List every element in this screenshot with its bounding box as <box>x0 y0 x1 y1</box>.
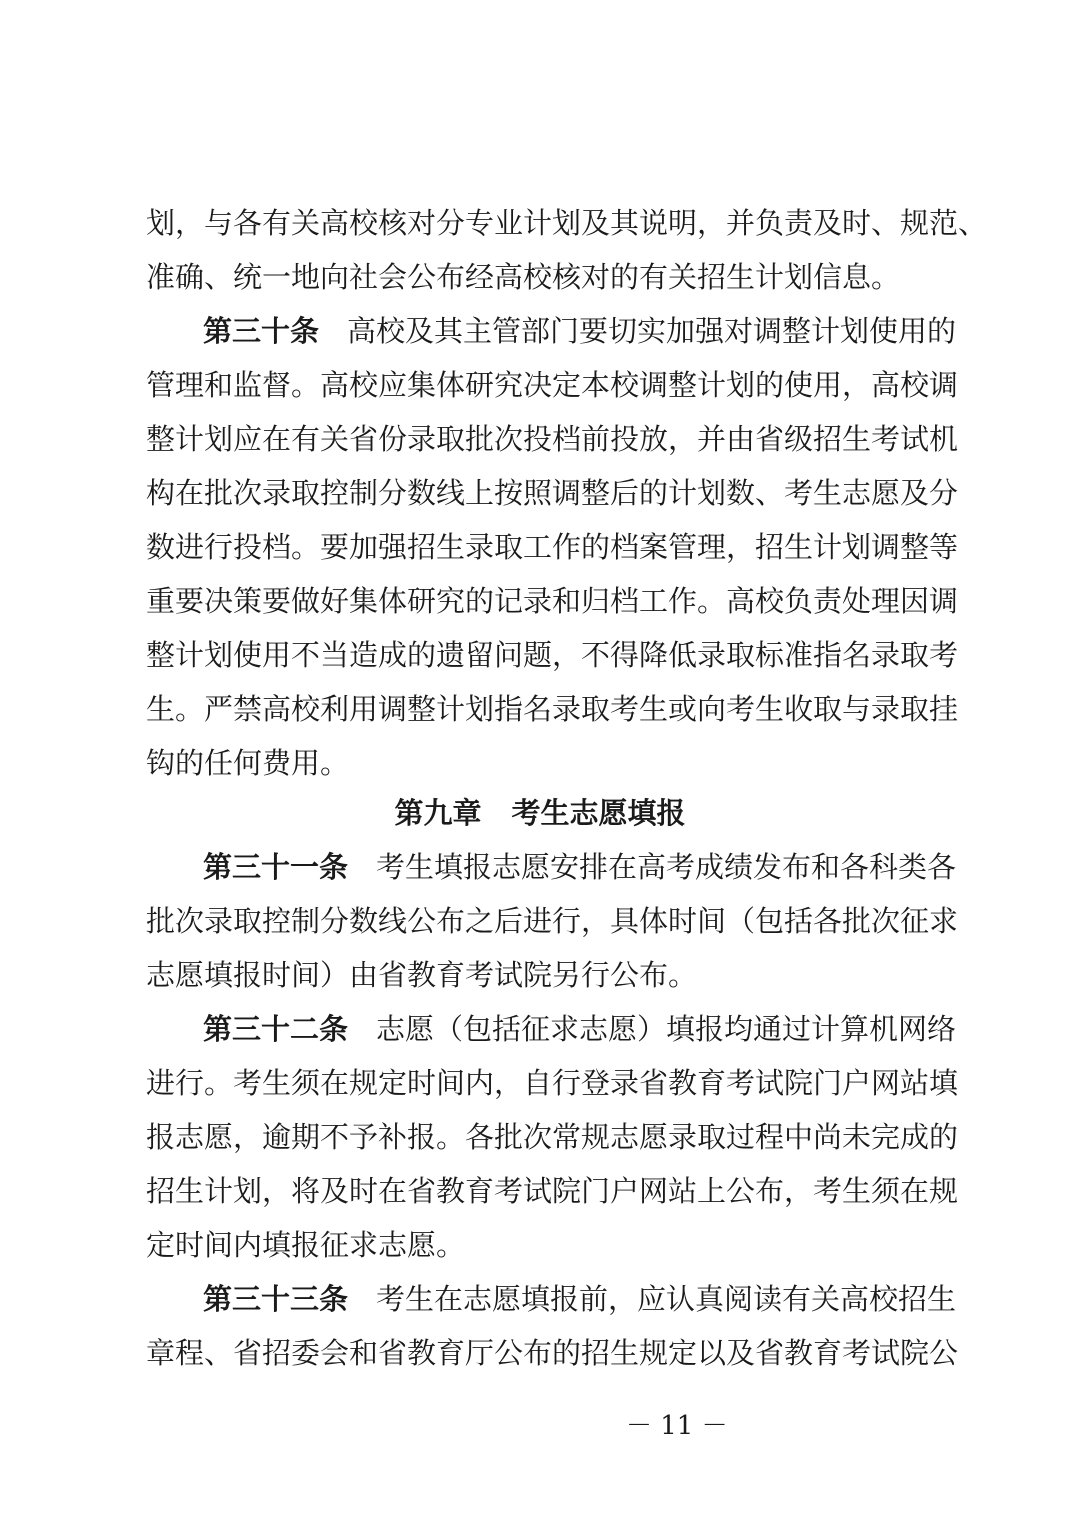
article-33-first-line <box>203 1272 957 1326</box>
body-line: 重要决策要做好集体研究的记录和归档工作。高校负责处理因调 <box>146 584 959 618</box>
body-line: 定时间内填报征求志愿。 <box>146 1228 466 1262</box>
body-line: 数进行投档。要加强招生录取工作的档案管理，招生计划调整等 <box>146 530 959 564</box>
body-line: 批次录取控制分数线公布之后进行，具体时间（包括各批次征求 <box>146 904 959 938</box>
article-label: 第三十条 <box>203 314 320 348</box>
body-line: 整计划应在有关省份录取批次投档前投放，并由省级招生考试机 <box>146 422 959 456</box>
article-label: 第三十三条 <box>203 1282 349 1316</box>
page-number: － 11 － <box>626 1411 728 1441</box>
body-line: 生。严禁高校利用调整计划指名录取考生或向考生收取与录取挂 <box>146 692 959 726</box>
article-32-first-line <box>203 1002 957 1056</box>
body-line: 整计划使用不当造成的遗留问题，不得降低录取标准指名录取考 <box>146 638 959 672</box>
article-31-first-line <box>203 840 957 894</box>
body-line: 章程、省招委会和省教育厅公布的招生规定以及省教育考试院公 <box>146 1336 959 1370</box>
article-text: 志愿（包括征求志愿）填报均通过计算机网络 <box>376 1012 957 1046</box>
body-line: 报志愿，逾期不予补报。各批次常规志愿录取过程中尚未完成的 <box>146 1120 959 1154</box>
article-text: 考生填报志愿安排在高考成绩发布和各科类各 <box>376 850 957 884</box>
article-label: 第三十一条 <box>203 850 349 884</box>
body-line: 准确、统一地向社会公布经高校核对的有关招生计划信息。 <box>146 260 901 294</box>
article-label: 第三十二条 <box>203 1012 349 1046</box>
article-text: 高校及其主管部门要切实加强对调整计划使用的 <box>347 314 957 348</box>
article-30-first-line <box>203 304 957 358</box>
chapter-number: 第九章 <box>394 796 482 830</box>
body-line: 划，与各有关高校核对分专业计划及其说明，并负责及时、规范、 <box>146 206 988 240</box>
body-line: 钩的任何费用。 <box>146 746 350 780</box>
article-text: 考生在志愿填报前，应认真阅读有关高校招生 <box>376 1282 957 1316</box>
body-line: 进行。考生须在规定时间内，自行登录省教育考试院门户网站填 <box>146 1066 959 1100</box>
body-line: 招生计划，将及时在省教育考试院门户网站上公布，考生须在规 <box>146 1174 959 1208</box>
body-line: 管理和监督。高校应集体研究决定本校调整计划的使用，高校调 <box>146 368 959 402</box>
body-line: 志愿填报时间）由省教育考试院另行公布。 <box>146 958 698 992</box>
body-line: 构在批次录取控制分数线上按照调整后的计划数、考生志愿及分 <box>146 476 959 510</box>
chapter-title: 考生志愿填报 <box>511 796 686 830</box>
chapter-heading <box>0 786 1080 840</box>
